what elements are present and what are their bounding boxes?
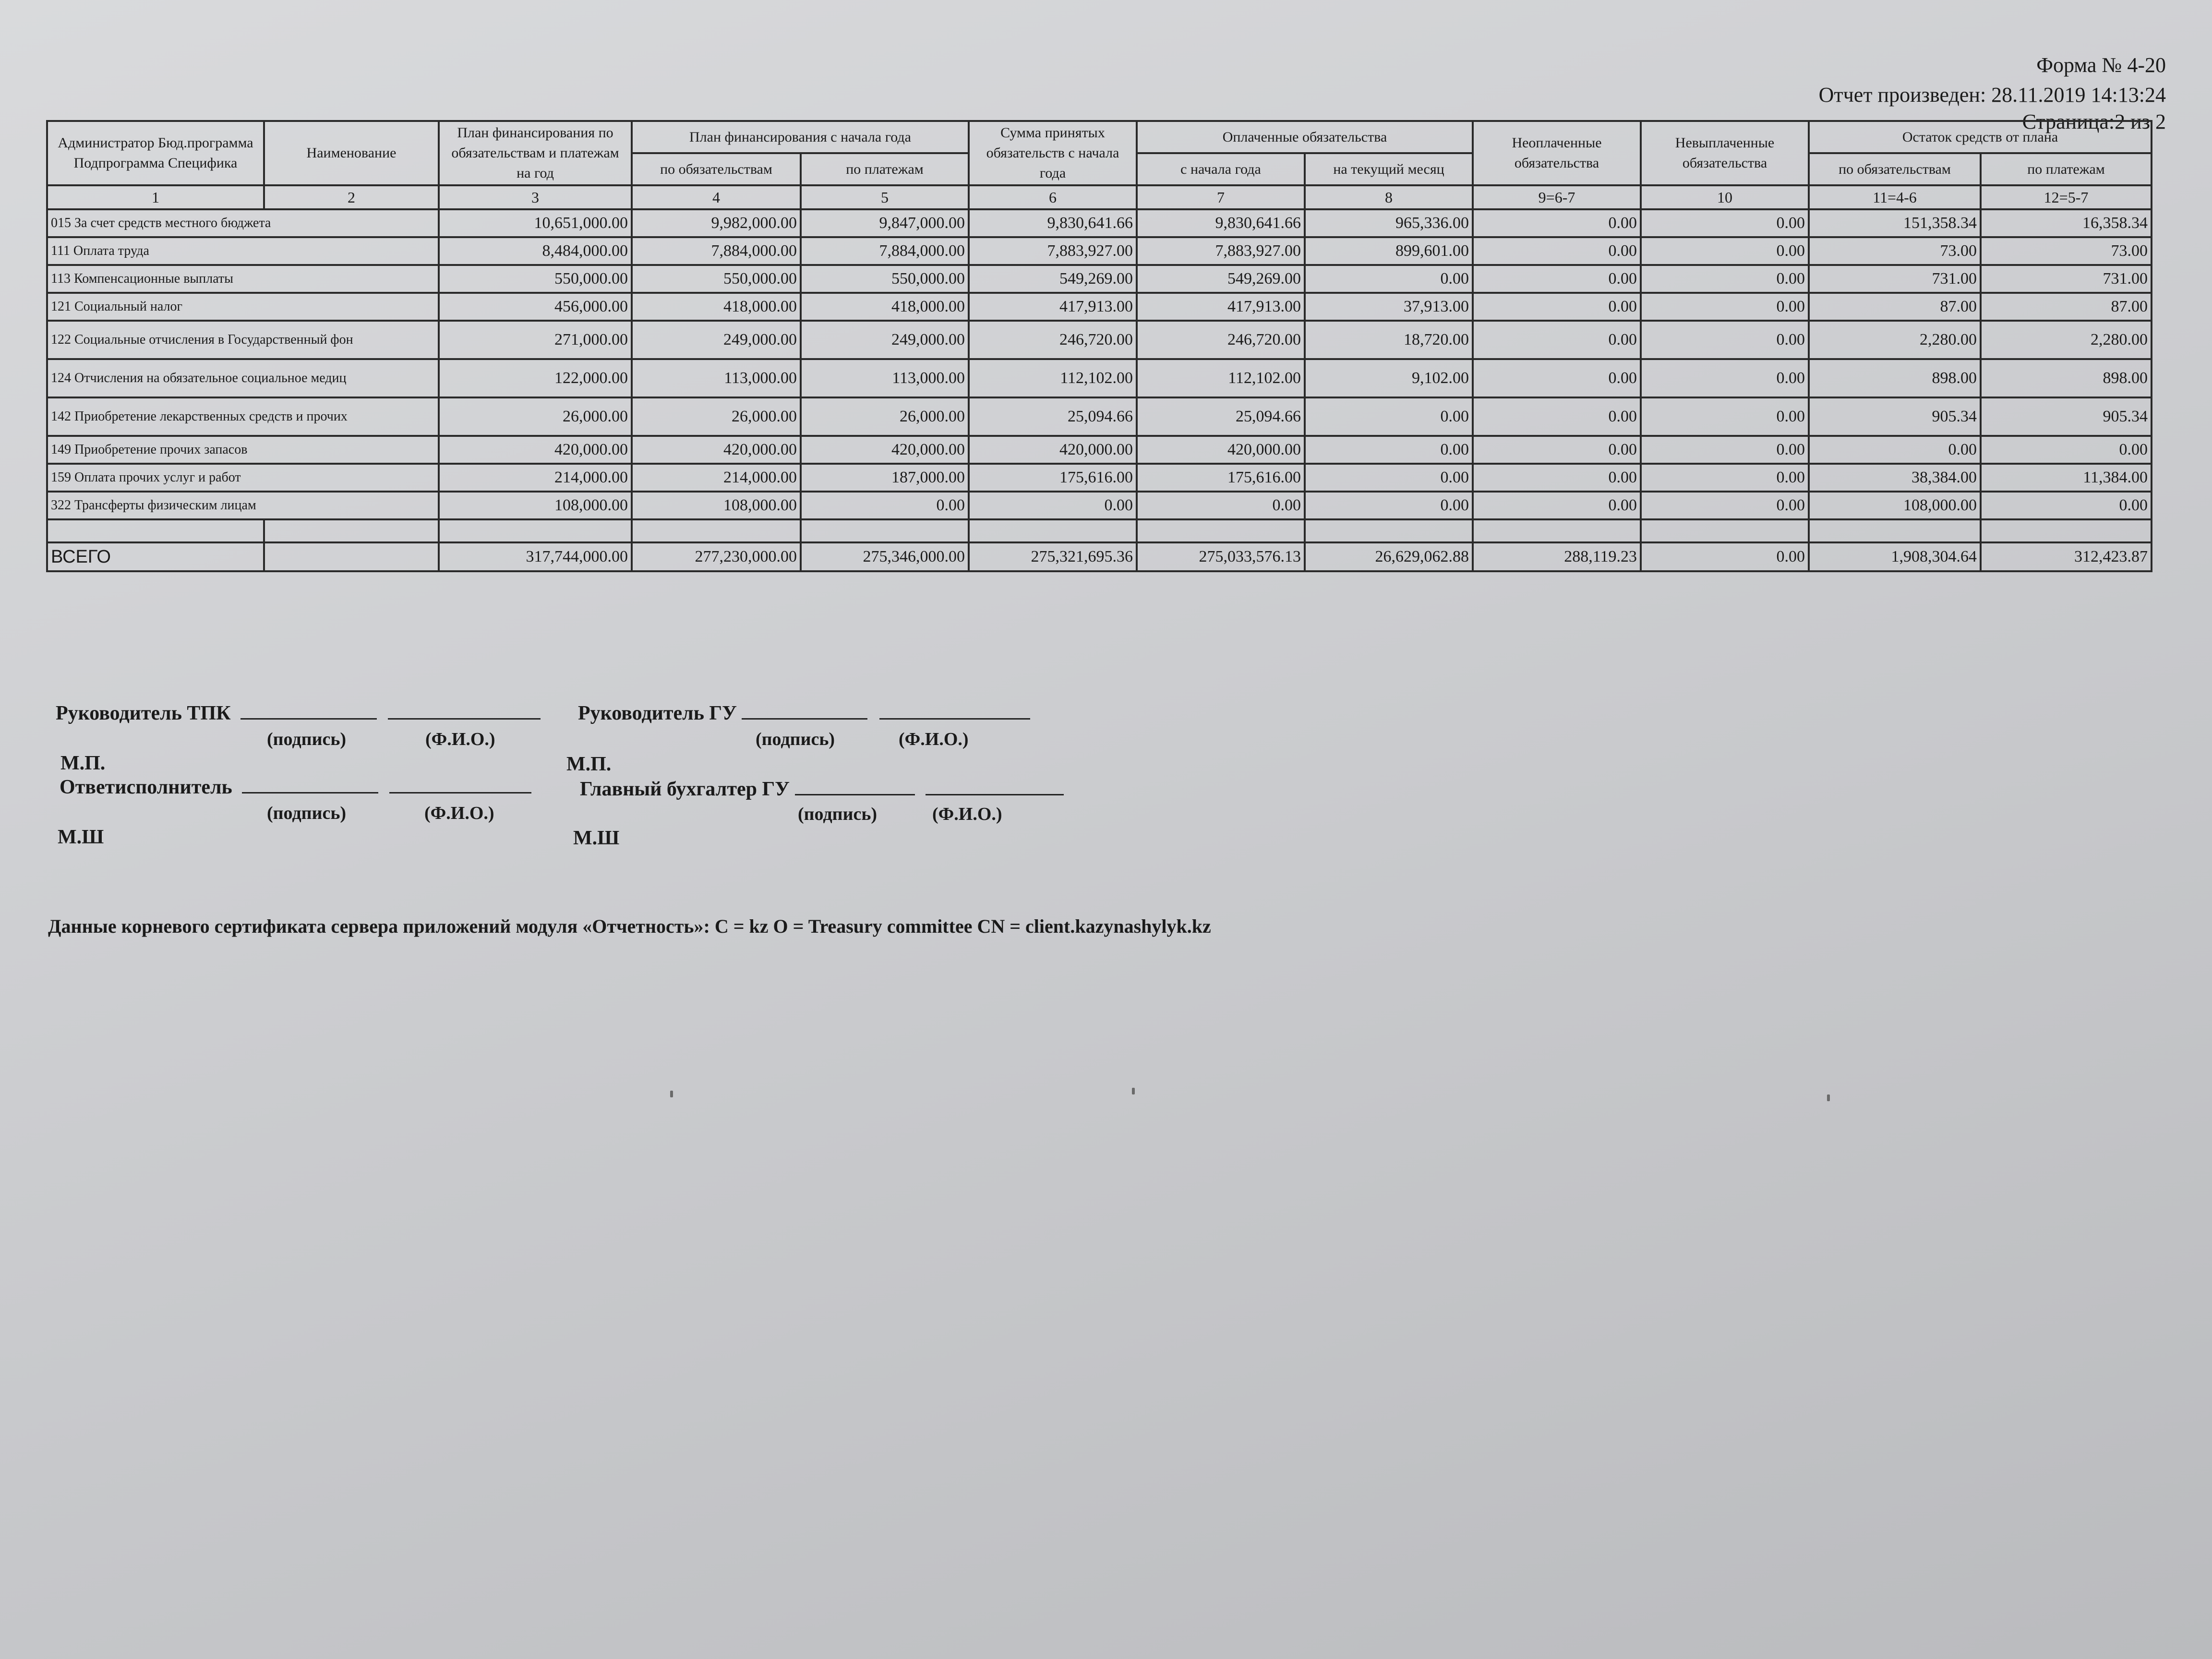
table-cell: 16,358.34 [1981, 209, 2152, 237]
table-body [47, 209, 2152, 571]
table-cell: 905.34 [1809, 397, 1981, 436]
empty-cell [1809, 519, 1981, 542]
name-line [389, 775, 531, 793]
table-cell: 113,000.00 [632, 359, 801, 397]
table-cell: 731.00 [1981, 265, 2152, 293]
table-cell: 0.00 [1809, 436, 1981, 464]
column-number: 1 [47, 185, 264, 209]
signature-line [242, 775, 378, 793]
col-header-plan-obligations: по обязательствам [632, 153, 801, 185]
table-cell: 899,601.00 [1305, 237, 1473, 265]
empty-cell [1137, 519, 1305, 542]
total-cell: 277,230,000.00 [632, 542, 801, 571]
table-cell: 0.00 [1305, 464, 1473, 492]
signature-line [240, 701, 377, 720]
table-cell: 731.00 [1809, 265, 1981, 293]
table-cell: 0.00 [1641, 321, 1809, 359]
caption-signature: (подпись) [267, 803, 347, 823]
total-cell: 0.00 [1641, 542, 1809, 571]
col-header-annual-plan: План финансирования по обязательствам и платежам на год [439, 121, 632, 185]
table-cell: 550,000.00 [439, 265, 632, 293]
table-cell: 2,280.00 [1981, 321, 2152, 359]
table-cell: 87.00 [1981, 293, 2152, 321]
table-cell: 0.00 [1641, 464, 1809, 492]
table-row [47, 293, 2152, 321]
column-number: 12=5-7 [1981, 185, 2152, 209]
scan-speck [1827, 1094, 1830, 1101]
table-cell: 0.00 [969, 492, 1137, 519]
total-row [47, 542, 2152, 571]
row-name: 124 Отчисления на обязательное социальное медиц [47, 359, 439, 397]
signature-head-tpk [56, 701, 541, 725]
total-cell: 275,033,576.13 [1137, 542, 1305, 571]
table-cell: 0.00 [1473, 265, 1641, 293]
table-cell: 420,000.00 [1137, 436, 1305, 464]
table-cell: 0.00 [1981, 492, 2152, 519]
column-number: 10 [1641, 185, 1809, 209]
row-name: 111 Оплата труда [47, 237, 439, 265]
table-cell: 549,269.00 [1137, 265, 1305, 293]
table-cell: 0.00 [1473, 209, 1641, 237]
table-cell: 549,269.00 [969, 265, 1137, 293]
row-name: 015 За счет средств местного бюджета [47, 209, 439, 237]
row-name: 121 Социальный налог [47, 293, 439, 321]
empty-cell [264, 542, 439, 571]
table-cell: 0.00 [1305, 265, 1473, 293]
table-cell: 0.00 [1473, 321, 1641, 359]
table-cell: 905.34 [1981, 397, 2152, 436]
total-cell: 288,119.23 [1473, 542, 1641, 571]
table-cell: 0.00 [1473, 436, 1641, 464]
col-header-plan-payments: по платежам [801, 153, 969, 185]
table-cell: 37,913.00 [1305, 293, 1473, 321]
col-header-paid-month: на текущий месяц [1305, 153, 1473, 185]
col-header-rest-payments: по платежам [1981, 153, 2152, 185]
row-name: 113 Компенсационные выплаты [47, 265, 439, 293]
form-number: Форма № 4-20 [2036, 53, 2166, 77]
table-cell: 8,484,000.00 [439, 237, 632, 265]
group-header-plan-remainder: Остаток средств от плана [1809, 121, 2152, 153]
table-cell: 0.00 [1473, 464, 1641, 492]
table-cell: 9,847,000.00 [801, 209, 969, 237]
table-cell: 87.00 [1809, 293, 1981, 321]
table-cell: 965,336.00 [1305, 209, 1473, 237]
table-cell: 38,384.00 [1809, 464, 1981, 492]
table-cell: 0.00 [1305, 492, 1473, 519]
empty-cell [1641, 519, 1809, 542]
column-number: 6 [969, 185, 1137, 209]
empty-cell [1473, 519, 1641, 542]
signature-head-gu [578, 701, 1030, 725]
table-cell: 0.00 [801, 492, 969, 519]
head-gu-label: Руководитель ГУ [578, 702, 737, 724]
table-cell: 108,000.00 [439, 492, 632, 519]
table-cell: 0.00 [1305, 397, 1473, 436]
table-cell: 7,883,927.00 [969, 237, 1137, 265]
empty-cell [1981, 519, 2152, 542]
column-number: 2 [264, 185, 439, 209]
table-cell: 418,000.00 [632, 293, 801, 321]
column-number: 9=6-7 [1473, 185, 1641, 209]
column-number: 4 [632, 185, 801, 209]
table-cell: 7,884,000.00 [801, 237, 969, 265]
seal-msh-right: М.Ш [573, 827, 620, 849]
table-cell: 0.00 [1641, 237, 1809, 265]
column-number: 3 [439, 185, 632, 209]
caption-name: (Ф.И.О.) [424, 803, 494, 823]
col-header-paid-ytd: с начала года [1137, 153, 1305, 185]
signature-executor [60, 775, 531, 799]
table-cell: 73.00 [1809, 237, 1981, 265]
table-cell: 417,913.00 [1137, 293, 1305, 321]
empty-cell [969, 519, 1137, 542]
table-cell: 249,000.00 [632, 321, 801, 359]
certificate-info: Данные корневого сертификата сервера приложений модуля «Отчетность»: C = kz O = Treasury committee CN = client.kazynashylyk.kz [48, 915, 1211, 937]
table-cell: 9,830,641.66 [1137, 209, 1305, 237]
table-cell: 26,000.00 [632, 397, 801, 436]
empty-cell [439, 519, 632, 542]
caption-name: (Ф.И.О.) [899, 729, 969, 749]
column-number: 11=4-6 [1809, 185, 1981, 209]
table-cell: 0.00 [1641, 293, 1809, 321]
table-row [47, 492, 2152, 519]
caption-signature: (подпись) [267, 729, 347, 749]
col-header-rest-obligations: по обязательствам [1809, 153, 1981, 185]
table-cell: 108,000.00 [1809, 492, 1981, 519]
column-number: 7 [1137, 185, 1305, 209]
table-cell: 417,913.00 [969, 293, 1137, 321]
table-cell: 550,000.00 [632, 265, 801, 293]
table-cell: 0.00 [1641, 436, 1809, 464]
table-cell: 0.00 [1473, 492, 1641, 519]
table-cell: 0.00 [1641, 359, 1809, 397]
row-name: 322 Трансферты физическим лицам [47, 492, 439, 519]
table-cell: 113,000.00 [801, 359, 969, 397]
table-row [47, 265, 2152, 293]
table-cell: 175,616.00 [969, 464, 1137, 492]
table-cell: 73.00 [1981, 237, 2152, 265]
col-header-unpaid-obligations: Неоплаченные обязательства [1473, 121, 1641, 185]
table-row [47, 359, 2152, 397]
table-cell: 0.00 [1137, 492, 1305, 519]
table-cell: 2,280.00 [1809, 321, 1981, 359]
executor-label: Ответисполнитель [60, 776, 232, 798]
signature-chief-accountant [580, 777, 1064, 801]
table-cell: 108,000.00 [632, 492, 801, 519]
table-cell: 0.00 [1641, 397, 1809, 436]
row-name: 159 Оплата прочих услуг и работ [47, 464, 439, 492]
table-cell: 187,000.00 [801, 464, 969, 492]
table-cell: 112,102.00 [1137, 359, 1305, 397]
seal-mp-right: М.П. [566, 753, 612, 775]
total-label: ВСЕГО [47, 542, 264, 571]
total-cell: 1,908,304.64 [1809, 542, 1981, 571]
name-line [926, 777, 1064, 795]
seal-mp-left: М.П. [60, 752, 106, 774]
caption-name: (Ф.И.О.) [425, 729, 495, 749]
table-cell: 122,000.00 [439, 359, 632, 397]
scan-speck [1132, 1088, 1135, 1094]
table-cell: 420,000.00 [801, 436, 969, 464]
col-header-admin: Администратор Бюд.программа Подпрограмма Специфика [47, 121, 264, 185]
total-cell: 275,346,000.00 [801, 542, 969, 571]
column-number: 5 [801, 185, 969, 209]
empty-cell [801, 519, 969, 542]
table-cell: 112,102.00 [969, 359, 1137, 397]
total-cell: 317,744,000.00 [439, 542, 632, 571]
table-cell: 420,000.00 [439, 436, 632, 464]
table-cell: 0.00 [1305, 436, 1473, 464]
table-cell: 456,000.00 [439, 293, 632, 321]
total-cell: 275,321,695.36 [969, 542, 1137, 571]
table-cell: 0.00 [1473, 293, 1641, 321]
table-cell: 9,830,641.66 [969, 209, 1137, 237]
table-row [47, 321, 2152, 359]
table-cell: 0.00 [1641, 492, 1809, 519]
table-cell: 26,000.00 [801, 397, 969, 436]
table-cell: 550,000.00 [801, 265, 969, 293]
table-row [47, 436, 2152, 464]
table-row [47, 397, 2152, 436]
table-cell: 7,883,927.00 [1137, 237, 1305, 265]
table-cell: 898.00 [1981, 359, 2152, 397]
table-cell: 18,720.00 [1305, 321, 1473, 359]
name-line [879, 701, 1030, 720]
report-date: Отчет произведен: 28.11.2019 14:13:24 [1818, 83, 2166, 107]
budget-report-table [46, 120, 2152, 572]
table-cell: 10,651,000.00 [439, 209, 632, 237]
table-cell: 418,000.00 [801, 293, 969, 321]
table-cell: 0.00 [1473, 397, 1641, 436]
col-header-undisbursed-obligations: Невыплаченные обязательства [1641, 121, 1809, 185]
table-cell: 25,094.66 [1137, 397, 1305, 436]
table-row [47, 237, 2152, 265]
table-cell: 246,720.00 [1137, 321, 1305, 359]
empty-cell [47, 519, 264, 542]
total-cell: 26,629,062.88 [1305, 542, 1473, 571]
page-number: Страница:2 из 2 [2022, 110, 2166, 133]
table-row [47, 209, 2152, 237]
row-name: 142 Приобретение лекарственных средств и прочих [47, 397, 439, 436]
table-cell: 420,000.00 [632, 436, 801, 464]
col-header-accepted-obligations: Сумма принятых обязательств с начала года [969, 121, 1137, 185]
row-name: 122 Социальные отчисления в Государственный фон [47, 321, 439, 359]
table-cell: 7,884,000.00 [632, 237, 801, 265]
caption-signature: (подпись) [798, 804, 878, 824]
head-tpk-label: Руководитель ТПК [56, 702, 231, 724]
group-header-plan-ytd: План финансирования с начала года [632, 121, 969, 153]
seal-msh-left: М.Ш [58, 826, 104, 848]
column-number: 8 [1305, 185, 1473, 209]
table-cell: 0.00 [1641, 209, 1809, 237]
table-cell: 0.00 [1473, 359, 1641, 397]
empty-cell [632, 519, 801, 542]
name-line [388, 701, 541, 720]
table-cell: 175,616.00 [1137, 464, 1305, 492]
table-cell: 9,102.00 [1305, 359, 1473, 397]
table-cell: 25,094.66 [969, 397, 1137, 436]
table-cell: 246,720.00 [969, 321, 1137, 359]
blank-row [47, 519, 2152, 542]
empty-cell [1305, 519, 1473, 542]
table-cell: 151,358.34 [1809, 209, 1981, 237]
table-cell: 0.00 [1641, 265, 1809, 293]
total-cell: 312,423.87 [1981, 542, 2152, 571]
table-cell: 249,000.00 [801, 321, 969, 359]
table-cell: 420,000.00 [969, 436, 1137, 464]
group-header-paid-obligations: Оплаченные обязательства [1137, 121, 1473, 153]
column-number-row [47, 185, 2152, 209]
table-cell: 11,384.00 [1981, 464, 2152, 492]
table-cell: 26,000.00 [439, 397, 632, 436]
chief-accountant-label: Главный бухгалтер ГУ [580, 778, 790, 800]
caption-signature: (подпись) [756, 729, 835, 749]
table-cell: 214,000.00 [439, 464, 632, 492]
scan-speck [670, 1091, 673, 1097]
table-cell: 0.00 [1981, 436, 2152, 464]
empty-cell [264, 519, 439, 542]
signature-line [795, 777, 915, 795]
table-cell: 214,000.00 [632, 464, 801, 492]
table-cell: 0.00 [1473, 237, 1641, 265]
table-cell: 271,000.00 [439, 321, 632, 359]
table-row [47, 464, 2152, 492]
col-header-name: Наименование [264, 121, 439, 185]
table-cell: 898.00 [1809, 359, 1981, 397]
row-name: 149 Приобретение прочих запасов [47, 436, 439, 464]
table-cell: 9,982,000.00 [632, 209, 801, 237]
caption-name: (Ф.И.О.) [932, 804, 1002, 824]
signature-line [742, 701, 867, 720]
